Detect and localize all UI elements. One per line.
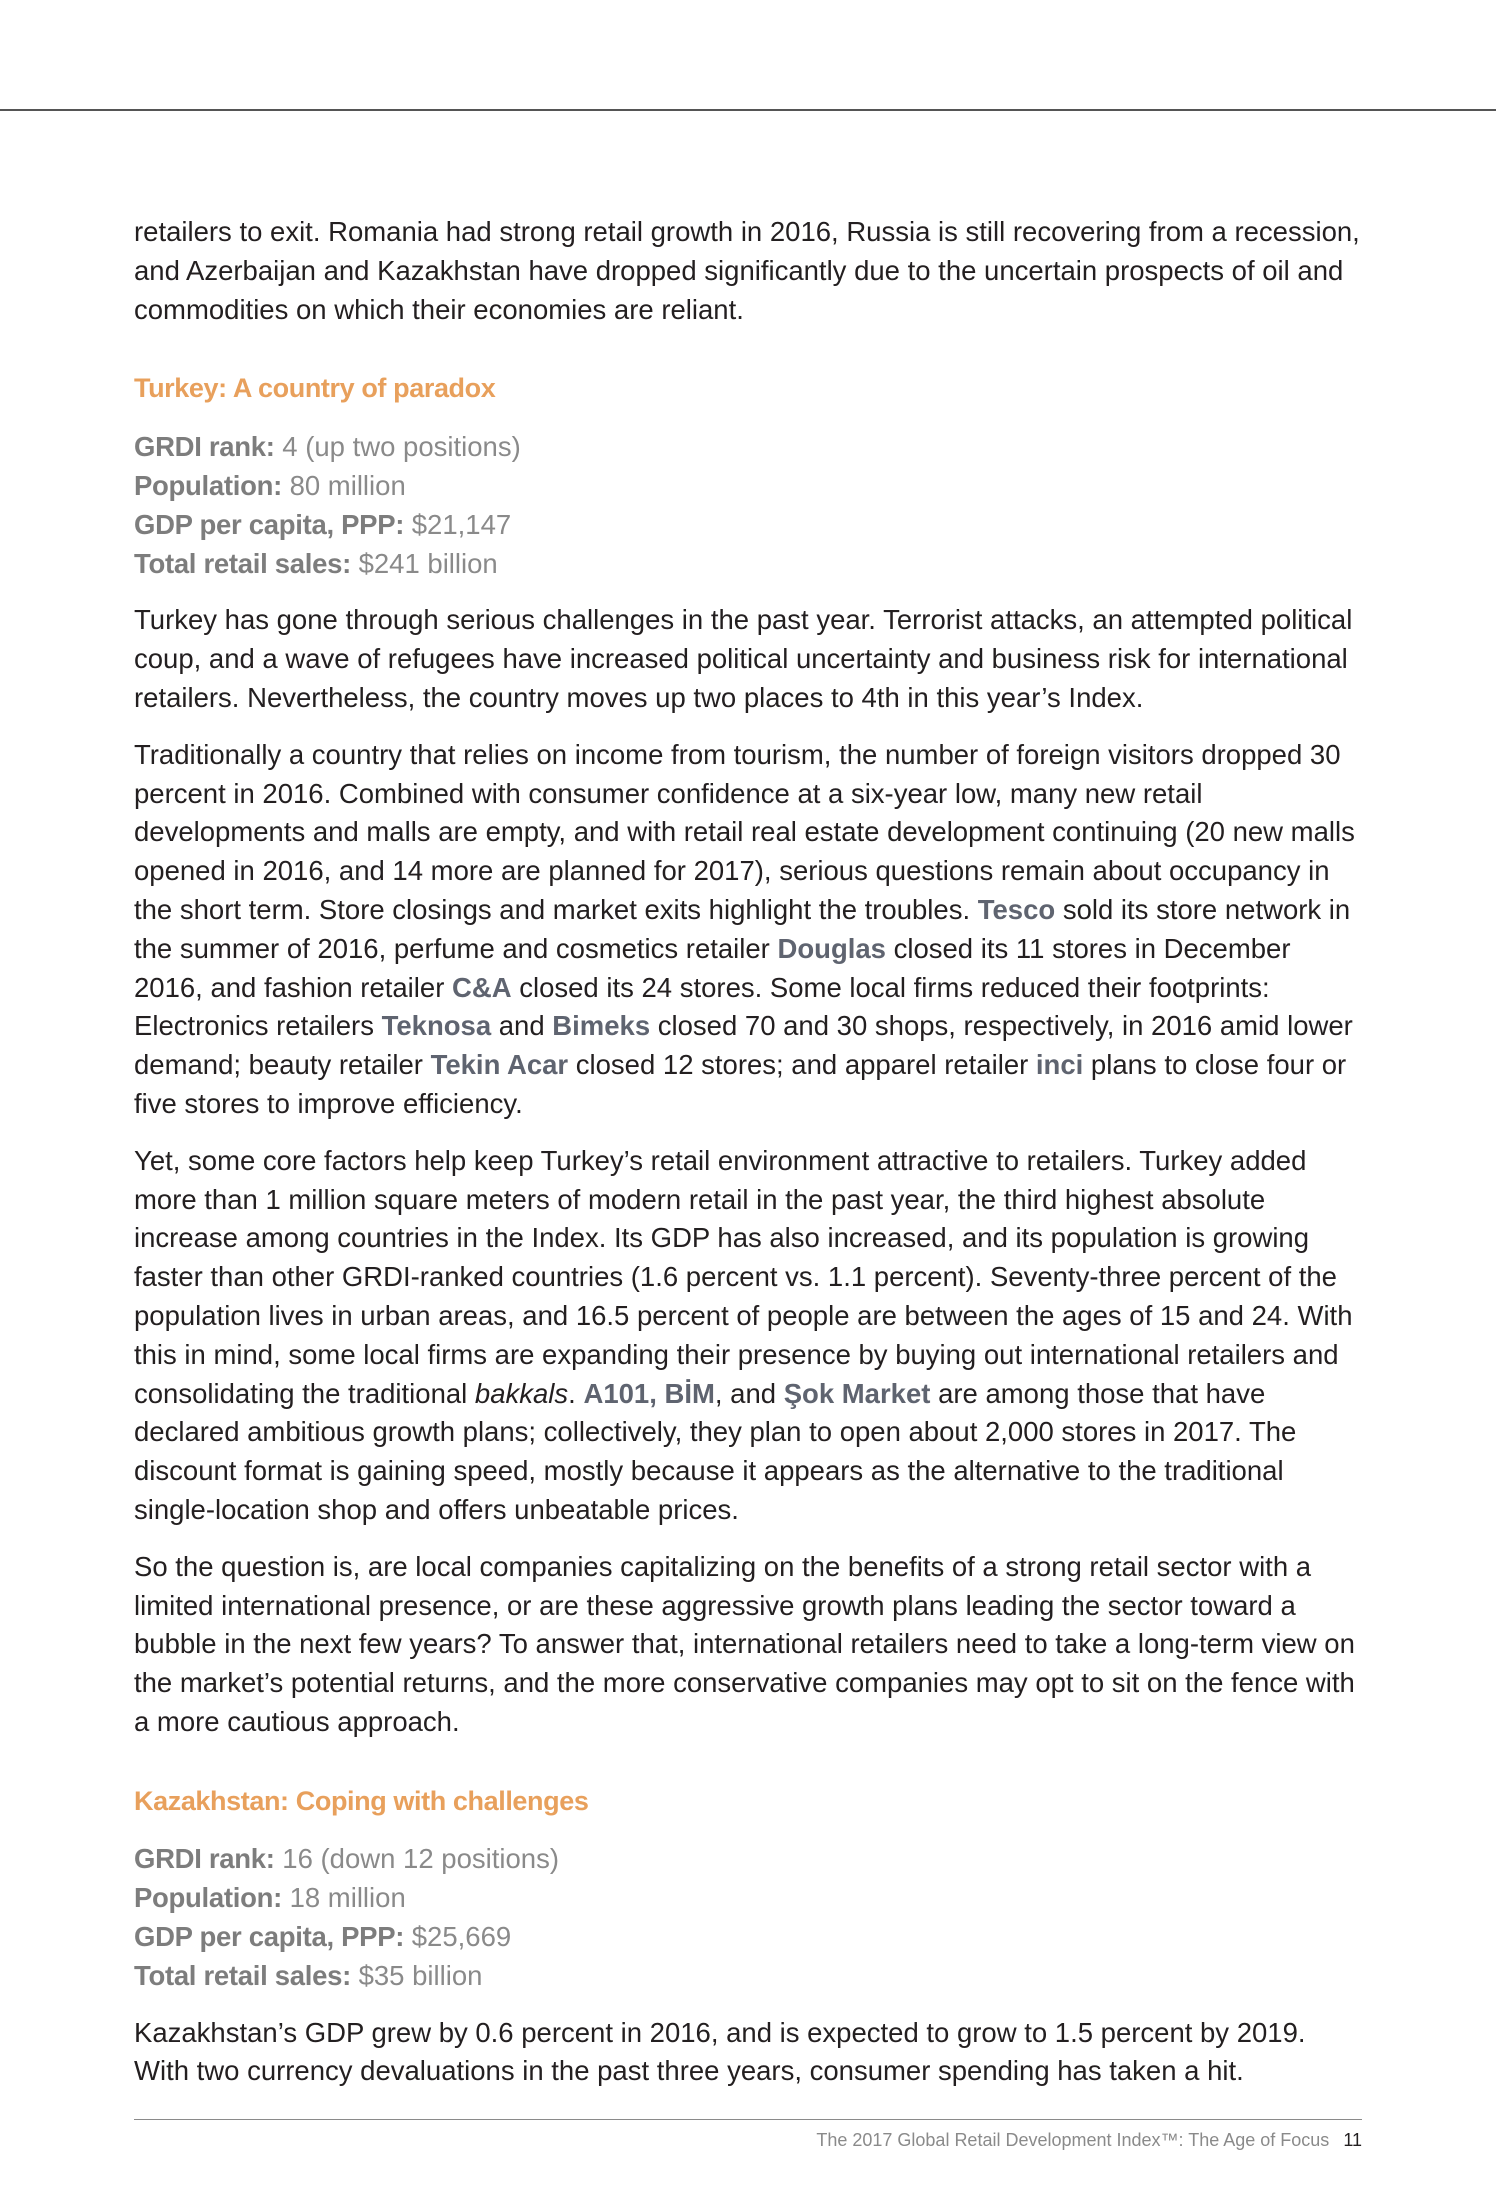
- turkey-paragraph-1: Turkey has gone through serious challenges in the past year. Terrorist attacks, an attempted political coup, and a wave of refugees have increased political uncertainty and business risk for international retailers. Nevertheless, the country moves up two places to 4th in this year’s Index.: [134, 604, 1353, 713]
- kazakhstan-paragraph-1: Kazakhstan’s GDP grew by 0.6 percent in 2016, and is expected to grow to 1.5 percent by 2019. With two currency devaluations in the past three years, consumer spending has taken a hit.: [134, 2016, 1306, 2087]
- intro-paragraph: retailers to exit. Romania had strong retail growth in 2016, Russia is still recovering from a recession, and Azerbaijan and Kazakhstan have dropped significantly due to the uncertain prospects of oil and commodities on which their economies are reliant.: [134, 216, 1360, 325]
- footer-rule: [134, 2119, 1362, 2120]
- kazakhstan-fact-gdp: GDP per capita, PPP: $25,669: [134, 1921, 512, 1953]
- brand-teknosa: Teknosa: [381, 1010, 492, 1042]
- footer-title: The 2017 Global Retail Development Index™: The Age of Focus: [816, 2130, 1330, 2150]
- kazakhstan-fact-population: Population: 18 million: [134, 1882, 406, 1914]
- turkey-paragraph-2: Traditionally a country that relies on income from tourism, the number of foreign visitors dropped 30 percent in 2016. Combined with consumer confidence at a six-year low, many new retail developments and malls are empty, and with retail real estate development continuing (20 new malls opened in 2016, and 14 more are planned for 2017), serious questions remain about occupancy in the short term. Store closings and market exits highlight the troubles. Tesco sold its store network in the summer of 2016, perfume and cosmetics retailer Douglas closed its 11 stores in December 2016, and fashion retailer C&A closed its 24 stores. Some local firms reduced their footprints: Electronics retailers Teknosa and Bimeks closed 70 and 30 shops, respectively, in 2016 amid lower demand; beauty retailer Tekin Acar closed 12 stores; and apparel retailer inci plans to close four or five stores to improve efficiency.: [134, 738, 1355, 1119]
- page-footer: [816, 2130, 1362, 2151]
- brand-tekin-acar: Tekin Acar: [430, 1049, 569, 1081]
- page-number: 11: [1343, 2130, 1362, 2150]
- kazakhstan-fact-retail-sales: Total retail sales: $35 billion: [134, 1959, 483, 1991]
- brand-sok-market: Şok Market: [783, 1377, 931, 1409]
- turkey-paragraph-3: Yet, some core factors help keep Turkey’s retail environment attractive to retailers. Turkey added more than 1 million square meters of modern retail in the past year, the third highest absolute increase among countries in the Index. Its GDP has also increased, and its population is growing faster than other GRDI-ranked countries (1.6 percent vs. 1.1 percent). Seventy-three percent of the population lives in urban areas, and 16.5 percent of people are between the ages of 15 and 24. With this in mind, some local firms are expanding their presence by buying out international retailers and consolidating the traditional bakkals. A101, BİM, and Şok Market are among those that have declared ambitious growth plans; collectively, they plan to open about 2,000 stores in 2017. The discount format is gaining speed, mostly because it appears as the alternative to the traditional single-location shop and offers unbeatable prices.: [134, 1144, 1353, 1525]
- turkey-fact-rank: GRDI rank: 4 (up two positions): [134, 431, 521, 463]
- brand-tesco: Tesco: [977, 893, 1056, 925]
- brand-inci: inci: [1035, 1049, 1084, 1081]
- brand-ca: C&A: [452, 971, 512, 1003]
- brand-bimeks: Bimeks: [552, 1010, 651, 1042]
- kazakhstan-facts: [134, 1840, 1362, 1995]
- turkey-paragraph-4: So the question is, are local companies capitalizing on the benefits of a strong retail sector with a limited international presence, or are these aggressive growth plans leading the sector toward a bubble in the next few years? To answer that, international retailers need to take a long-term view on the market’s potential returns, and the more conservative companies may opt to sit on the fence with a more cautious approach.: [134, 1550, 1355, 1737]
- brand-a101-bim: A101, BİM: [583, 1377, 715, 1409]
- kazakhstan-heading: Kazakhstan: Coping with challenges: [134, 1785, 589, 1816]
- turkey-fact-population: Population: 80 million: [134, 469, 406, 501]
- turkey-heading: Turkey: A country of paradox: [134, 373, 496, 404]
- article-body: [134, 213, 1362, 2091]
- term-bakkals: bakkals: [474, 1377, 569, 1409]
- brand-douglas: Douglas: [777, 932, 886, 964]
- turkey-fact-gdp: GDP per capita, PPP: $21,147: [134, 508, 512, 540]
- turkey-fact-retail-sales: Total retail sales: $241 billion: [134, 547, 498, 579]
- header-rule: [0, 109, 1496, 111]
- kazakhstan-fact-rank: GRDI rank: 16 (down 12 positions): [134, 1843, 559, 1875]
- turkey-facts: [134, 428, 1362, 583]
